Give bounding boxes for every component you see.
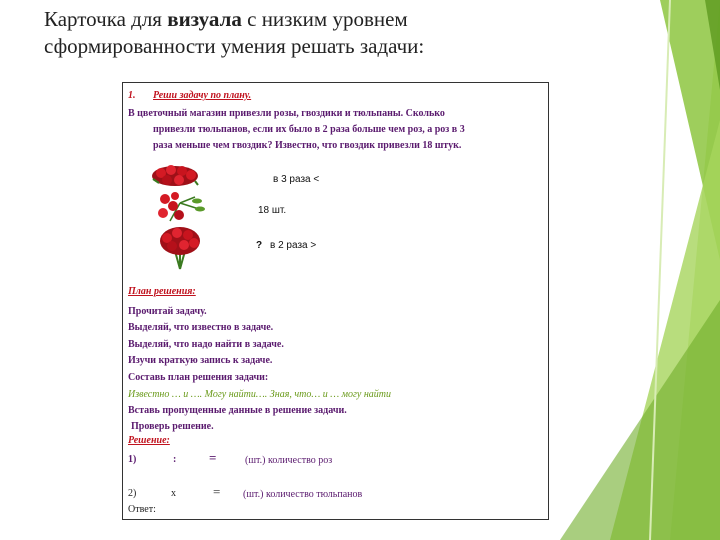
task-card — [122, 82, 549, 520]
carnations-picture — [151, 161, 199, 187]
solution-2-equals: = — [213, 484, 221, 499]
answer-label: Ответ: — [128, 504, 156, 515]
plan-step-5: Составь план решения задачи: — [128, 372, 269, 383]
problem-line-1: В цветочный магазин привезли розы, гвоздики и тюльпаны. Сколько — [128, 108, 445, 119]
solution-header: Решение: — [128, 435, 170, 446]
plan-hint: Известно … и …. Могу найти…. Зная, что… и … могу найти — [128, 389, 392, 400]
plan-step-2: Выделяй, что известно в задаче. — [128, 322, 274, 333]
plan-step-3: Выделяй, что надо найти в задаче. — [128, 339, 284, 350]
plan-header: План решения: — [128, 286, 196, 297]
problem-line-3: раза меньше чем гвоздик? Известно, что гвоздик привезли 18 штук. — [153, 140, 462, 151]
plan-step-1: Прочитай задачу. — [128, 306, 207, 317]
roses-picture — [155, 191, 205, 223]
decorative-green-shapes — [520, 0, 720, 540]
note-roses: 18 шт. — [258, 205, 287, 216]
note-tulips: в 2 раза > — [270, 240, 317, 251]
solution-1-equals: = — [209, 450, 217, 465]
solution-1-number: 1) — [128, 454, 137, 465]
note-carnations: в 3 раза < — [273, 174, 320, 185]
task-header: Реши задачу по плану. — [153, 90, 252, 101]
solution-1-text: (шт.) количество роз — [245, 455, 333, 466]
solution-2-operator: х — [171, 488, 176, 499]
solution-2-number: 2) — [128, 488, 137, 499]
task-number: 1. — [128, 90, 136, 101]
page-title: Карточка для визуала с низким уровнем сформированности умения решать задачи: — [44, 7, 425, 58]
plan-step-4: Изучи краткую запись к задаче. — [128, 355, 273, 366]
tulips-picture — [157, 223, 203, 271]
plan-step-7: Проверь решение. — [131, 421, 214, 432]
problem-line-2: привезли тюльпанов, если их было в 2 раза больше чем роз, а роз в 3 — [153, 124, 465, 135]
note-question: ? — [256, 240, 263, 251]
solution-2-text: (шт.) количество тюльпанов — [243, 489, 363, 500]
plan-step-6: Вставь пропущенные данные в решение задачи. — [128, 405, 347, 416]
solution-1-operator: : — [173, 454, 177, 465]
